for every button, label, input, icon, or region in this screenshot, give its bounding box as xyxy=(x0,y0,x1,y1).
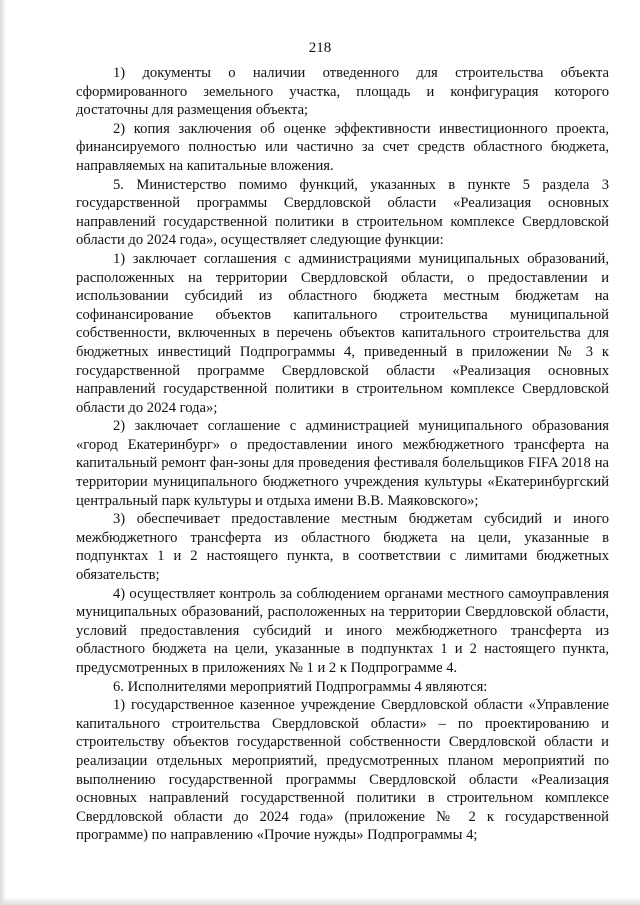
paragraph-function-4: 4) осуществляет контроль за соблюдением органами местного самоуправления муниципальных образований, расположенных на территории Свердловской области, условий предоставления субсидий и иного межбюджетного трансферта из областного бюджета на цели, указанные в подпунктах 1 и 2 настоящего пункта, предусмотренных в приложениях № 1 и 2 к Подпрограмме 4. xyxy=(76,585,609,676)
document-body xyxy=(76,64,609,845)
scan-shadow-bottom xyxy=(0,897,640,905)
scan-shadow-left xyxy=(0,0,6,905)
paragraph-function-1: 1) заключает соглашения с администрациями муниципальных образований, расположенных на территории Свердловской области, о предоставлении и использовании субсидий из областного бюджета местным бюджетам на софинансирование объектов капитального строительства муниципальной собственности, включенных в перечень объектов капитального строительства для бюджетных инвестиций Подпрограммы 4, приведенный в приложении № 3 к государственной программе Свердловской области «Реализация основных направлений государственной политики в строительном комплексе Свердловской области до 2024 года»; xyxy=(76,250,609,416)
paragraph-function-3: 3) обеспечивает предоставление местным бюджетам субсидий и иного межбюджетного трансферта из областного бюджета на цели, указанные в подпунктах 1 и 2 настоящего пункта, в соответствии с лимитами бюджетных обязательств; xyxy=(76,511,609,584)
paragraph-section-6: 6. Исполнителями мероприятий Подпрограммы 4 являются: xyxy=(113,678,488,695)
paragraph-function-2: 2) заключает соглашение с администрацией муниципального образования «город Екатеринбург» о предоставлении иного межбюджетного трансферта на капитальный ремонт фан-зоны для проведения фестиваля болельщиков FIFA 2018 на территории муниципального бюджетного учреждения культуры «Екатеринбургский центральный парк культуры и отдыха имени В.В. Маяковского»; xyxy=(76,418,609,509)
paragraph-item-1: 1) документы о наличии отведенного для строительства объекта сформированного земельного участка, площадь и конфигурация которого достаточны для размещения объекта; xyxy=(76,65,609,119)
paragraph-executor-1: 1) государственное казенное учреждение Свердловской области «Управление капитального строительства Свердловской области» – по проектированию и строительству объектов государственной собственности Свердловской области и реализации отдельных мероприятий, предусмотренных планом мероприятий по выполнению государственной программы Свердловской области «Реализация основных направлений государственной политики в строительном комплексе Свердловской области до 2024 года» (приложение № 2 к государственной программе) по направлению «Прочие нужды» Подпрограммы 4; xyxy=(76,697,609,844)
paragraph-item-2: 2) копия заключения об оценке эффективности инвестиционного проекта, финансируемого полностью или частично за счет средств областного бюджета, направляемых на капитальные вложения. xyxy=(76,120,609,174)
paragraph-section-5: 5. Министерство помимо функций, указанных в пункте 5 раздела 3 государственной программы Свердловской области «Реализация основных направлений государственной политики в строительном комплексе Свердловской области до 2024 года», осуществляет следующие функции: xyxy=(76,176,609,249)
page-number: 218 xyxy=(308,40,332,56)
